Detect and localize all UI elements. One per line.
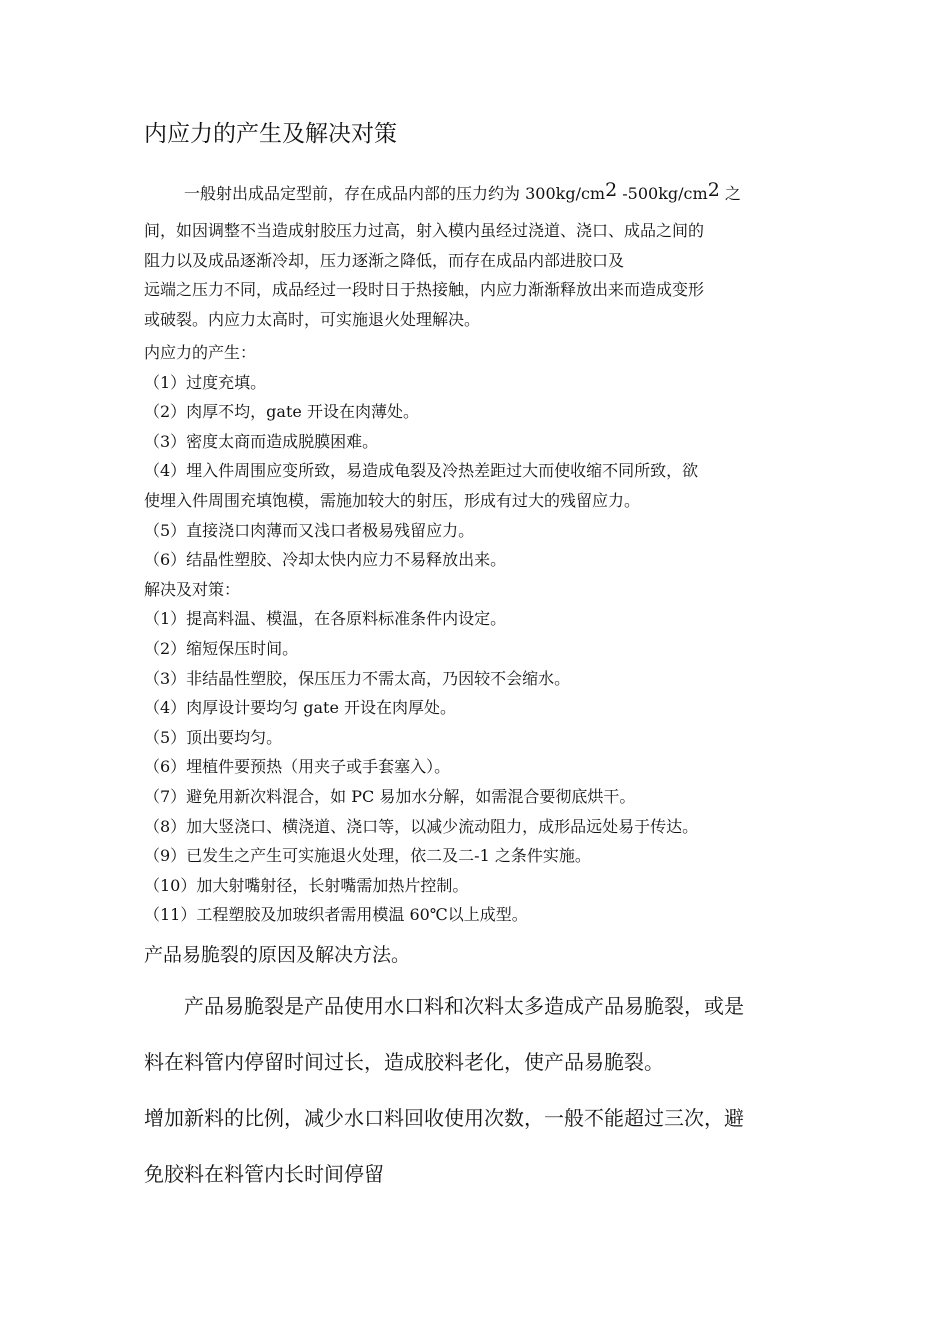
list-item: （7）避免用新次料混合，如 PC 易加水分解，如需混合要彻底烘干。: [144, 786, 636, 806]
intro-line: 远端之压力不同，成品经过一段时日于热接触，内应力渐渐释放出来而造成变形: [144, 280, 705, 300]
list-item: （6）结晶性塑胶、冷却太快内应力不易释放出来。: [144, 550, 507, 570]
intro-text-start: 一般射出成品定型前，存在成品内部的压力约为 300kg/cm: [184, 184, 606, 203]
list-item: （9）已发生之产生可实施退火处理，依二及二-1 之条件实施。: [144, 846, 591, 866]
section2-line: 产品易脆裂是产品使用水口料和次料太多造成产品易脆裂，或是: [184, 994, 744, 1018]
intro-first-line: [184, 176, 741, 208]
list-item: （1）提高料温、模温，在各原料标准条件内设定。: [144, 609, 507, 629]
section2-line: 料在料管内停留时间过长，造成胶料老化，使产品易脆裂。: [144, 1050, 664, 1074]
document-title: 内应力的产生及解决对策: [144, 121, 397, 147]
section2-paragraph: [144, 978, 824, 1202]
causes-heading: 内应力的产生：: [144, 343, 257, 362]
list-item: （4）埋入件周围应变所致，易造成龟裂及冷热差距过大而使收缩不同所致，欲: [144, 461, 699, 481]
list-item: （5）直接浇口肉薄而又浅口者极易残留应力。: [144, 520, 475, 540]
list-item: （11）工程塑胶及加玻织者需用模温 60℃以上成型。: [144, 905, 528, 925]
solutions-heading: 解决及对策：: [144, 579, 241, 599]
superscript-2: 2: [707, 179, 720, 201]
list-item: （4）肉厚设计要均匀 gate 开设在肉厚处。: [144, 698, 457, 718]
intro-line: 间，如因调整不当造成射胶压力过高，射入模内虽经过浇道、浇口、成品之间的: [144, 221, 705, 240]
section2-line: 免胶料在料管内长时间停留: [144, 1162, 384, 1186]
list-item: （8）加大竖浇口、横浇道、浇口等，以减少流动阻力，成形品远处易于传达。: [144, 816, 699, 836]
list-item: （2）缩短保压时间。: [144, 638, 299, 658]
intro-paragraph: [144, 216, 812, 334]
list-item: （2）肉厚不均，gate 开设在肉薄处。: [144, 402, 419, 422]
intro-line: 阻力以及成品逐渐冷却，压力逐渐之降低，而存在成品内部进胶口及: [144, 250, 625, 270]
list-item: （5）顶出要均匀。: [144, 727, 283, 747]
list-item: （3）非结晶性塑胶，保压压力不需太高，乃因较不会缩水。: [144, 668, 571, 688]
intro-text-mid: -500kg/cm: [617, 184, 708, 203]
list-item: （10）加大射嘴射径，长射嘴需加热片控制。: [144, 875, 469, 895]
section2-heading: 产品易脆裂的原因及解决方法。: [144, 944, 411, 966]
causes-and-solutions: [144, 338, 812, 930]
list-item: 使埋入件周围充填饱模，需施加较大的射压，形成有过大的残留应力。: [144, 490, 641, 510]
intro-line: 或破裂。内应力太高时，可实施退火处理解决。: [144, 309, 481, 329]
list-item: （3）密度太商而造成脱膜困难。: [144, 431, 379, 451]
section2-line: 增加新料的比例，减少水口料回收使用次数，一般不能超过三次，避: [144, 1106, 744, 1130]
intro-text-end: 之: [719, 184, 741, 203]
list-item: （1）过度充填。: [144, 372, 267, 392]
superscript-2: 2: [605, 179, 618, 201]
list-item: （6）埋植件要预热（用夹子或手套塞入）。: [144, 757, 451, 777]
